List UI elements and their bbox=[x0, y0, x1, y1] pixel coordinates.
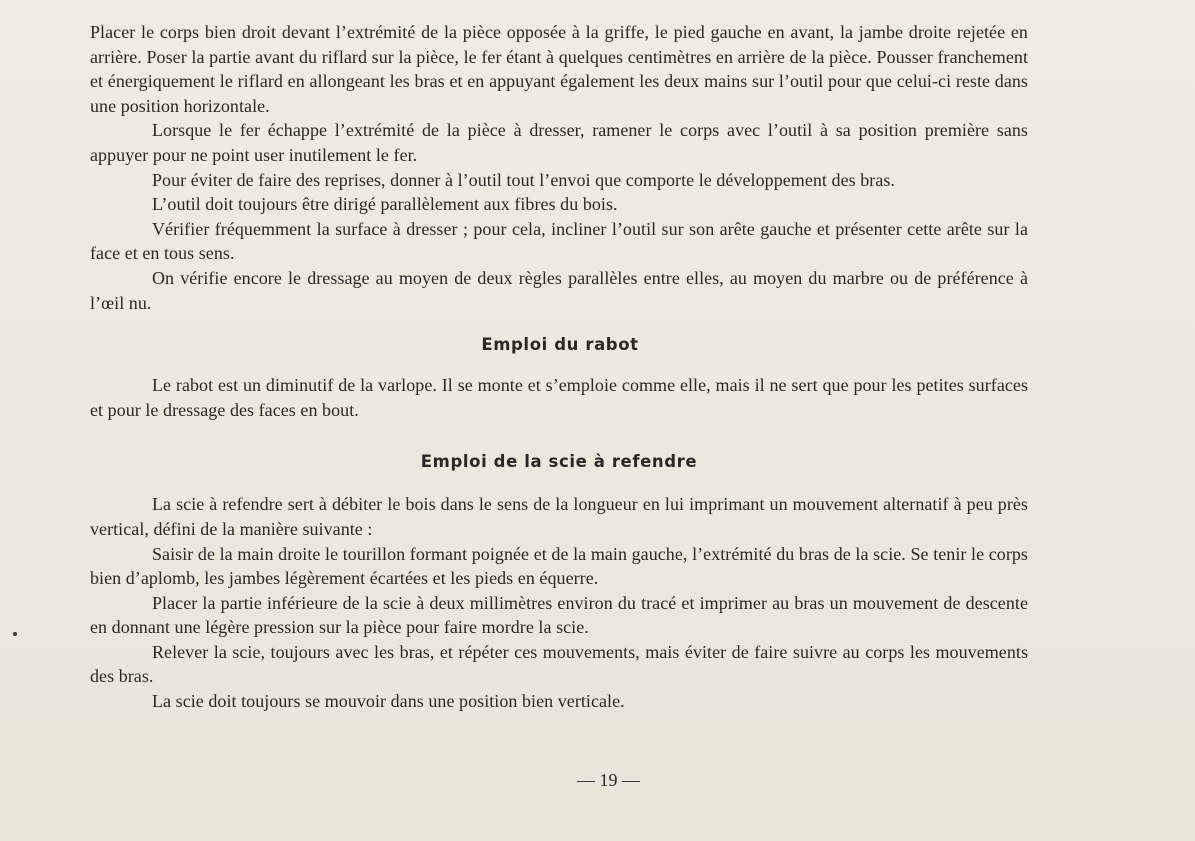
paragraph-riflard-direction: L’outil doit toujours être dirigé parallèlement aux fibres du bois. bbox=[152, 194, 618, 215]
body-text bbox=[90, 20, 1028, 714]
paragraph-riflard-return: Lorsque le fer échappe l’extrémité de la pièce à dresser, ramener le corps avec l’outil à sa position première sans appuyer pour ne point user inutilement le fer. bbox=[90, 120, 1028, 165]
section-heading-scie: Emploi de la scie à refendre bbox=[420, 452, 698, 472]
paragraph-scie-repeat: Relever la scie, toujours avec les bras, et répéter ces mouvements, mais éviter de faire suivre au corps les mouvements des bras. bbox=[90, 641, 1028, 687]
paragraph-rabot: Le rabot est un diminutif de la varlope. Il se monte et s’emploie comme elle, mais il ne sert que pour les petites surfaces et pour le dressage des faces en bout. bbox=[90, 375, 1028, 420]
paragraph-riflard-posture: Placer le corps bien droit devant l’extrémité de la pièce opposée à la griffe, le pied gauche en avant, la jambe droite rejetée en arrière. Poser la partie avant du riflard sur la pièce, le fer étant à quelques centimètres en arrière de la pièce. Pousser franchement et énergiquement le riflard en allongeant les bras et en appuyant également les deux mains sur l’outil pour que celui-ci reste dans une position horizontale. bbox=[90, 22, 1028, 116]
paragraph-riflard-envoi: Pour éviter de faire des reprises, donner à l’outil tout l’envoi que comporte le développement des bras. bbox=[152, 169, 895, 190]
paragraph-riflard-rules: On vérifie encore le dressage au moyen de deux règles parallèles entre elles, au moyen du marbre ou de préférence à l’œil nu. bbox=[90, 267, 1028, 313]
paragraph-riflard-verify: Vérifier fréquemment la surface à dresser ; pour cela, incliner l’outil sur son arête gauche et présenter cette arête sur la face et en tous sens. bbox=[90, 218, 1028, 264]
page-number: — 19 — bbox=[577, 770, 640, 790]
ink-speck bbox=[13, 632, 17, 636]
paragraph-scie-placement: Placer la partie inférieure de la scie à deux millimètres environ du tracé et imprimer au bras un mouvement de descente en donnant une légère pression sur la pièce pour faire mordre la scie. bbox=[90, 592, 1028, 638]
paragraph-scie-grip: Saisir de la main droite le tourillon formant poignée et de la main gauche, l’extrémité du bras de la scie. Se tenir le corps bien d’aplomb, les jambes légèrement écartées et les pieds en équerre. bbox=[90, 543, 1028, 589]
section-heading-rabot: Emploi du rabot bbox=[481, 335, 639, 355]
paragraph-scie-vertical: La scie doit toujours se mouvoir dans une position bien verticale. bbox=[152, 691, 625, 712]
paragraph-scie-definition: La scie à refendre sert à débiter le bois dans le sens de la longueur en lui imprimant un mouvement alternatif à peu près vertical, défini de la manière suivante : bbox=[90, 494, 1028, 539]
